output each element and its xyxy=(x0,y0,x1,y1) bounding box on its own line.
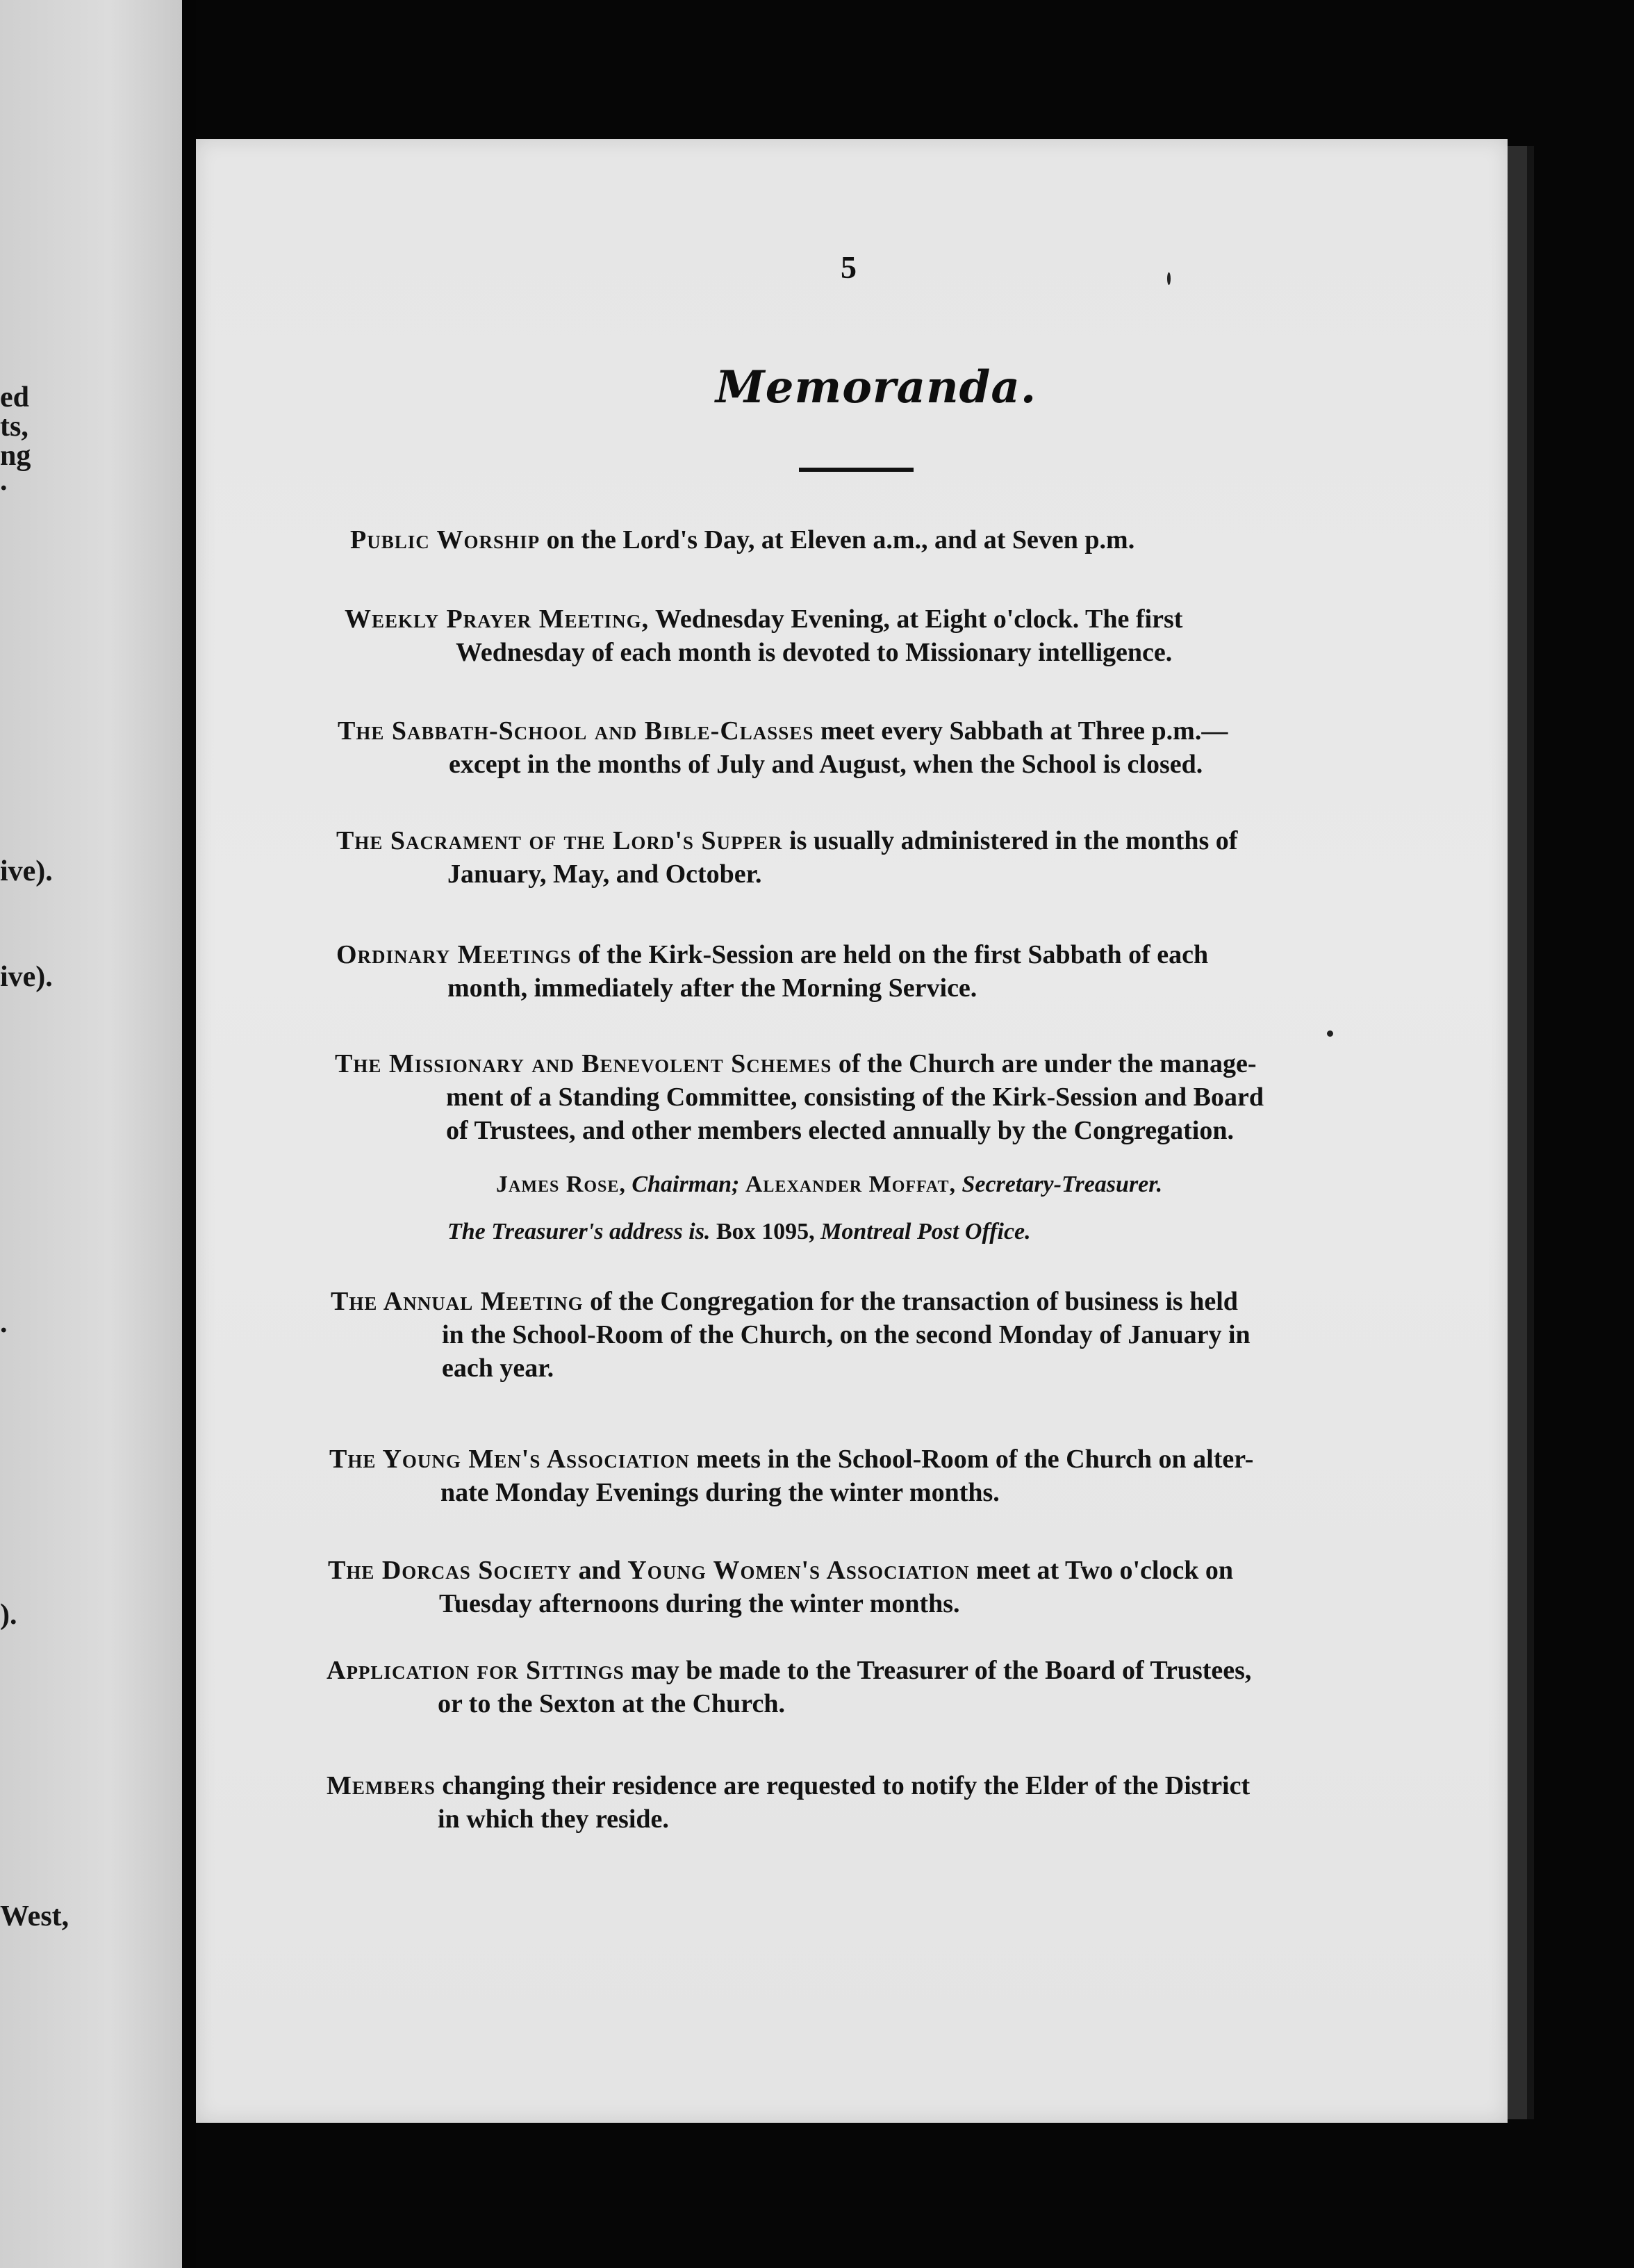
left-facing-page xyxy=(0,0,182,2268)
left-page-fragment: . xyxy=(0,465,8,497)
left-page-fragment: ive). xyxy=(0,855,53,887)
page-edge xyxy=(1508,146,1527,2119)
entry-line xyxy=(328,1554,1233,1587)
entry-sabbath-school xyxy=(338,714,1228,781)
entry-line: Wednesday of each month is devoted to Missionary intelligence. xyxy=(456,638,1173,667)
entry-text: on the Lord's Day, at Eleven a.m., and at Seven p.m. xyxy=(546,525,1135,554)
left-page-fragment: ed xyxy=(0,381,29,413)
entry-line: in the School-Room of the Church, on the second Monday of January in xyxy=(442,1320,1251,1349)
entry-lead: The Missionary and Benevolent Schemes xyxy=(335,1049,832,1078)
entry-line: Tuesday afternoons during the winter months. xyxy=(439,1589,960,1618)
entry-text: of the Church are under the manage- xyxy=(838,1049,1257,1078)
address-box: Box 1095, xyxy=(716,1219,815,1244)
page-number: 5 xyxy=(841,249,857,285)
entry-young-mens-association xyxy=(329,1443,1253,1509)
entry-annual-meeting xyxy=(331,1285,1251,1385)
entry-lead: Application for Sittings xyxy=(327,1656,625,1685)
entry-line xyxy=(329,1443,1253,1476)
entry-text: Wednesday Evening, at Eight o'clock. The first xyxy=(655,605,1183,634)
committee-officers xyxy=(496,1172,1162,1198)
entry-public-worship xyxy=(350,523,1134,557)
entry-lead: The Dorcas Society xyxy=(328,1556,572,1585)
treasurer-address xyxy=(447,1219,1031,1245)
entry-line: each year. xyxy=(442,1354,554,1383)
entry-line xyxy=(336,938,1208,971)
entry-line xyxy=(350,523,1134,557)
left-page-fragment: ng xyxy=(0,440,31,472)
entry-line xyxy=(336,824,1237,857)
entry-missionary-schemes xyxy=(335,1047,1264,1147)
entry-lead: The Sacrament of the Lord's Supper xyxy=(336,826,783,855)
officer-name: James Rose, xyxy=(496,1172,626,1197)
entry-lead: The Annual Meeting xyxy=(331,1287,584,1316)
entry-text: meet every Sabbath at Three p.m.— xyxy=(820,716,1228,746)
left-page-fragment: ive). xyxy=(0,961,53,993)
page-edge-shadow xyxy=(1527,146,1534,2119)
print-speck xyxy=(1167,272,1171,285)
entry-line xyxy=(327,1769,1250,1802)
entry-lead: Public Worship xyxy=(350,525,540,554)
entry-text: changing their residence are requested to notify the Elder of the District xyxy=(442,1771,1251,1800)
page-title: Memoranda. xyxy=(715,361,1037,413)
entry-prayer-meeting xyxy=(345,602,1182,669)
entry-line xyxy=(335,1047,1264,1080)
entry-text: and xyxy=(578,1556,621,1585)
left-page-fragment: West, xyxy=(0,1900,69,1932)
book-gutter xyxy=(182,0,196,2268)
entry-line: nate Monday Evenings during the winter months. xyxy=(440,1478,1000,1507)
entry-lead: Members xyxy=(327,1771,436,1800)
entry-lead: Weekly Prayer Meeting, xyxy=(345,605,650,634)
left-page-fragment: ts, xyxy=(0,411,28,443)
entry-sacrament xyxy=(336,824,1237,891)
officer-name: Alexander Moffat, xyxy=(745,1172,956,1197)
entry-lead: Ordinary Meetings xyxy=(336,940,572,969)
entry-line xyxy=(345,602,1182,636)
entry-text: meets in the School-Room of the Church on alter- xyxy=(696,1445,1254,1474)
left-page-fragment: ). xyxy=(0,1599,17,1631)
entry-line xyxy=(338,714,1228,748)
officer-role: Chairman; xyxy=(632,1172,740,1197)
entry-text: is usually administered in the months of xyxy=(789,826,1238,855)
title-divider xyxy=(799,468,914,472)
entry-line: or to the Sexton at the Church. xyxy=(438,1689,785,1718)
entry-sittings xyxy=(327,1654,1251,1720)
entry-line: except in the months of July and August, when the School is closed. xyxy=(449,750,1203,779)
left-page-fragment: . xyxy=(0,1307,8,1339)
entry-text: may be made to the Treasurer of the Board of Trustees, xyxy=(631,1656,1252,1685)
address-office: Montreal Post Office. xyxy=(820,1219,1031,1244)
entry-lead: The Young Men's Association xyxy=(329,1445,690,1474)
entry-line: in which they reside. xyxy=(438,1805,669,1834)
entry-ordinary-meetings xyxy=(336,938,1208,1005)
entry-line: ment of a Standing Committee, consisting of the Kirk-Session and Board xyxy=(446,1083,1264,1112)
entry-members xyxy=(327,1769,1250,1836)
entry-text: of the Congregation for the transaction of business is held xyxy=(590,1287,1238,1316)
entry-dorcas-society xyxy=(328,1554,1233,1620)
address-label: The Treasurer's address is. xyxy=(447,1219,711,1244)
entry-line: of Trustees, and other members elected annually by the Congregation. xyxy=(446,1116,1234,1145)
entry-line: January, May, and October. xyxy=(447,860,762,889)
entry-lead: Young Women's Association xyxy=(627,1556,970,1585)
entry-text: meet at Two o'clock on xyxy=(975,1556,1234,1585)
entry-line: month, immediately after the Morning Service. xyxy=(447,973,977,1003)
entry-text: of the Kirk-Session are held on the first Sabbath of each xyxy=(578,940,1209,969)
print-speck xyxy=(1327,1030,1333,1037)
entry-lead: The Sabbath-School and Bible-Classes xyxy=(338,716,814,746)
entry-line xyxy=(331,1285,1251,1318)
officer-role: Secretary-Treasurer. xyxy=(962,1172,1163,1197)
entry-line xyxy=(327,1654,1251,1687)
